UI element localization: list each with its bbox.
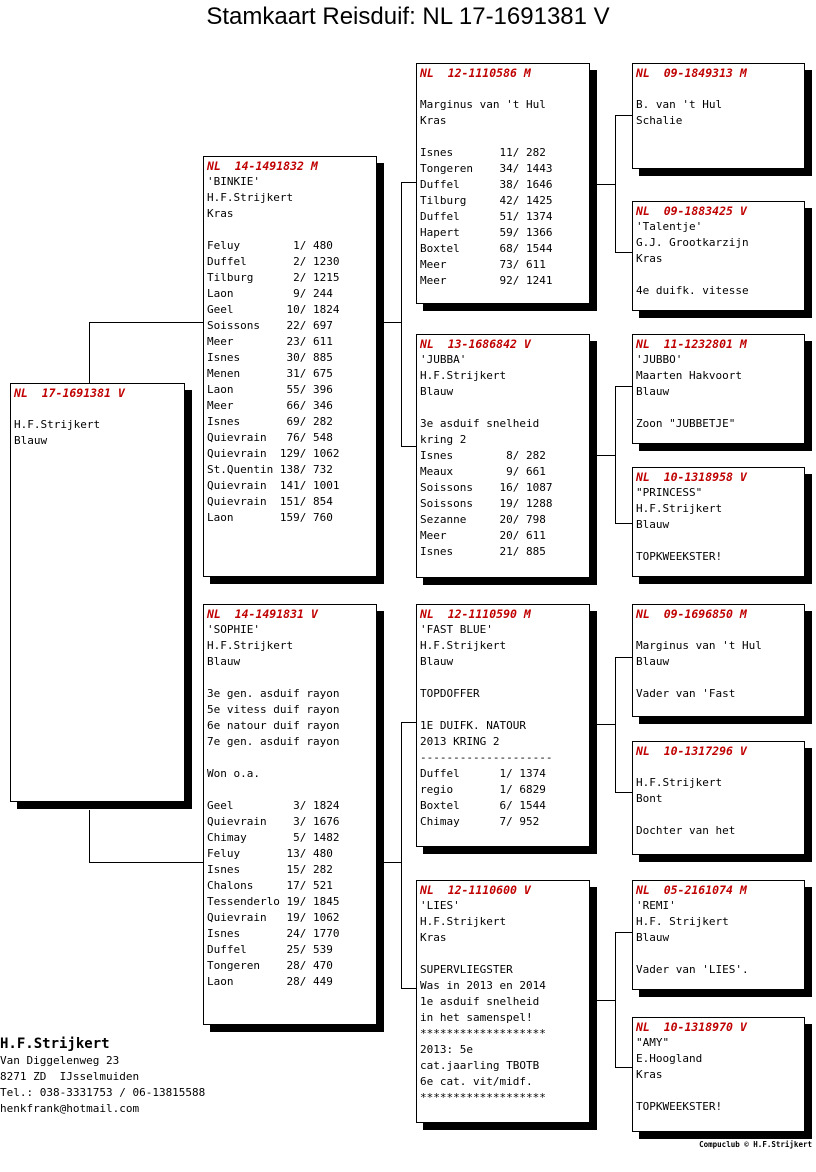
pedigree-line: Blauw <box>420 385 454 398</box>
pedigree-line: Isnes 24/ 1770 <box>207 927 340 940</box>
pedigree-line: Blauw <box>420 655 454 668</box>
email-line: henkfrank@hotmail.com <box>0 1102 140 1115</box>
pedigree-line <box>420 129 585 145</box>
pedigree-line: Quievrain 76/ 548 <box>207 431 333 444</box>
pedigree-line: Meer 92/ 1241 <box>420 274 553 287</box>
pedigree-line: Geel 10/ 1824 <box>207 303 340 316</box>
pedigree-line: Duffel 2/ 1230 <box>207 255 340 268</box>
connector <box>89 322 204 323</box>
pedigree-line: Sezanne 20/ 798 <box>420 513 546 526</box>
pedigree-line: B. van 't Hul <box>636 98 723 111</box>
pedigree-line: Marginus van 't Hul <box>420 98 546 111</box>
pedigree-line: 4e duifk. vitesse <box>636 284 749 297</box>
pedigree-line <box>14 401 180 417</box>
connector <box>597 455 616 456</box>
pigeon-card-fmf <box>632 334 805 444</box>
pedigree-line: G.J. Grootkarzijn <box>636 236 749 249</box>
pedigree-line: Duffel 51/ 1374 <box>420 210 553 223</box>
pedigree-line <box>420 702 585 718</box>
pedigree-line <box>420 946 585 962</box>
ring-number: NL 13-1686842 V <box>420 337 531 351</box>
pedigree-line: 'BINKIE' <box>207 175 260 188</box>
pedigree-line: 'JUBBA' <box>420 353 467 366</box>
pedigree-line <box>636 946 800 962</box>
breeder-address <box>0 1035 205 1117</box>
copyright: Compuclub © H.F.Strijkert <box>699 1140 812 1149</box>
pedigree-line: "AMY" <box>636 1036 670 1049</box>
page-title: Stamkaart Reisduif: NL 17-1691381 V <box>206 3 610 30</box>
pedigree-line: Tilburg 2/ 1215 <box>207 271 340 284</box>
pedigree-line: Meer 66/ 346 <box>207 399 333 412</box>
connector <box>89 322 90 384</box>
pedigree-line: Tilburg 42/ 1425 <box>420 194 553 207</box>
pedigree-line: 3e gen. asduif rayon <box>207 687 340 700</box>
pedigree-line: Schalie <box>636 114 683 127</box>
pedigree-line: Meaux 9/ 661 <box>420 465 546 478</box>
pedigree-line: cat.jaarling TBOTB <box>420 1059 540 1072</box>
pedigree-line: H.F.Strijkert <box>636 776 723 789</box>
pedigree-line: H.F.Strijkert <box>14 418 101 431</box>
pigeon-card-fff <box>632 63 805 169</box>
ring-number: NL 10-1318970 V <box>636 1020 747 1034</box>
ring-number: NL 10-1317296 V <box>636 744 747 758</box>
pedigree-line: Duffel 25/ 539 <box>207 943 333 956</box>
pedigree-line: Kras <box>636 1068 663 1081</box>
pedigree-line: ******************* <box>420 1027 546 1040</box>
pedigree-line: Laon 9/ 244 <box>207 287 333 300</box>
pedigree-line: regio 1/ 6829 <box>420 783 546 796</box>
connector <box>615 792 633 793</box>
connector <box>89 810 90 863</box>
pedigree-line: Zoon "JUBBETJE" <box>636 417 736 430</box>
pedigree-line: Chalons 17/ 521 <box>207 879 333 892</box>
pedigree-line: H.F.Strijkert <box>207 191 294 204</box>
ring-number: NL 09-1883425 V <box>636 204 747 218</box>
address-line: 8271 ZD IJsselmuiden <box>0 1070 140 1083</box>
pedigree-line: Isnes 11/ 282 <box>420 146 546 159</box>
pedigree-line: Blauw <box>14 434 48 447</box>
pedigree-line <box>636 759 800 775</box>
connector <box>597 724 616 725</box>
connector <box>384 322 402 323</box>
pedigree-line: Soissons 22/ 697 <box>207 319 333 332</box>
pedigree-line: H.F.Strijkert <box>636 502 723 515</box>
connector <box>401 322 402 447</box>
pedigree-line <box>636 81 800 97</box>
pedigree-line: 'JUBBO' <box>636 353 683 366</box>
pedigree-line <box>636 267 800 283</box>
pedigree-line: H.F.Strijkert <box>420 915 507 928</box>
pedigree-line: Meer 20/ 611 <box>420 529 546 542</box>
pedigree-line <box>636 533 800 549</box>
connector <box>401 446 417 447</box>
pedigree-line: Laon 28/ 449 <box>207 975 333 988</box>
pedigree-line: TOPKWEEKSTER! <box>636 550 723 563</box>
pedigree-line: Blauw <box>636 655 670 668</box>
pedigree-line: 'SOPHIE' <box>207 623 260 636</box>
pedigree-line: Duffel 1/ 1374 <box>420 767 546 780</box>
pedigree-line: Vader van 'LIES'. <box>636 963 749 976</box>
pedigree-line <box>207 782 372 798</box>
pedigree-line: Marginus van 't Hul <box>636 639 762 652</box>
pigeon-card-mother-father <box>416 604 590 847</box>
pedigree-line: Vader van 'Fast <box>636 687 736 700</box>
pedigree-line: in het samenspel! <box>420 1011 533 1024</box>
ring-number: NL 09-1849313 M <box>636 66 747 80</box>
pedigree-line: Menen 31/ 675 <box>207 367 333 380</box>
connector <box>89 862 204 863</box>
pedigree-line: Boxtel 6/ 1544 <box>420 799 546 812</box>
pedigree-line: Blauw <box>636 518 670 531</box>
pedigree-line: kring 2 <box>420 433 467 446</box>
pedigree-line: Laon 159/ 760 <box>207 511 333 524</box>
pigeon-card-father <box>203 156 377 577</box>
pedigree-line: Quievrain 151/ 854 <box>207 495 333 508</box>
pedigree-line: SUPERVLIEGSTER <box>420 963 513 976</box>
pedigree-line: Duffel 38/ 1646 <box>420 178 553 191</box>
pedigree-line: Hapert 59/ 1366 <box>420 226 553 239</box>
pedigree-line <box>207 222 372 238</box>
pedigree-line <box>636 807 800 823</box>
ring-number: NL 10-1318958 V <box>636 470 747 484</box>
pigeon-card-fmm <box>632 467 805 577</box>
pigeon-card-mother-mother <box>416 880 590 1123</box>
pedigree-line: Chimay 5/ 1482 <box>207 831 340 844</box>
pedigree-line: Quievrain 3/ 1676 <box>207 815 340 828</box>
pedigree-line: Maarten Hakvoort <box>636 369 742 382</box>
pedigree-line: Feluy 13/ 480 <box>207 847 333 860</box>
ring-number: NL 09-1696850 M <box>636 607 747 621</box>
connector <box>615 252 633 253</box>
connector <box>615 115 633 116</box>
connector <box>597 1000 616 1001</box>
pedigree-line: Boxtel 68/ 1544 <box>420 242 553 255</box>
pedigree-line: ******************* <box>420 1091 546 1104</box>
ring-number: NL 17-1691381 V <box>14 386 125 400</box>
ring-number: NL 14-1491831 V <box>207 607 318 621</box>
pigeon-card-subject <box>10 383 185 802</box>
connector <box>401 722 417 723</box>
breeder-name: H.F.Strijkert <box>0 1036 110 1052</box>
pedigree-line: Kras <box>420 931 447 944</box>
connector <box>401 182 417 183</box>
pedigree-line: Soissons 16/ 1087 <box>420 481 553 494</box>
pedigree-line: 2013 KRING 2 <box>420 735 500 748</box>
pedigree-line: Tongeren 34/ 1443 <box>420 162 553 175</box>
connector <box>615 657 633 658</box>
pedigree-line: H.F.Strijkert <box>207 639 294 652</box>
phone-line: Tel.: 038-3331753 / 06-13815588 <box>0 1086 206 1099</box>
pedigree-line <box>636 622 800 638</box>
pedigree-line: Soissons 19/ 1288 <box>420 497 553 510</box>
pedigree-line: Was in 2013 en 2014 <box>420 979 546 992</box>
pedigree-line: Isnes 30/ 885 <box>207 351 333 364</box>
pedigree-line: 3e asduif snelheid <box>420 417 540 430</box>
pigeon-card-father-mother <box>416 334 590 578</box>
connector <box>401 722 402 862</box>
pedigree-line: TOPDOFFER <box>420 687 480 700</box>
pedigree-line: 6e cat. vit/midf. <box>420 1075 533 1088</box>
pedigree-line: Quievrain 129/ 1062 <box>207 447 340 460</box>
pigeon-card-mfm <box>632 741 805 855</box>
pedigree-line: H.F.Strijkert <box>420 639 507 652</box>
pedigree-line: 1e asduif snelheid <box>420 995 540 1008</box>
pigeon-card-mmm <box>632 1017 805 1132</box>
pedigree-line <box>636 400 800 416</box>
connector <box>401 182 402 322</box>
pedigree-line: Quievrain 19/ 1062 <box>207 911 340 924</box>
pedigree-line <box>636 670 800 686</box>
pedigree-line: Feluy 1/ 480 <box>207 239 333 252</box>
pedigree-line: Blauw <box>636 385 670 398</box>
ring-number: NL 05-2161074 M <box>636 883 747 897</box>
pedigree-line: "PRINCESS" <box>636 486 703 499</box>
pedigree-line: E.Hoogland <box>636 1052 703 1065</box>
pedigree-line <box>207 750 372 766</box>
ring-number: NL 12-1110600 V <box>420 883 531 897</box>
pedigree-line: Isnes 69/ 282 <box>207 415 333 428</box>
connector <box>401 988 417 989</box>
connector <box>401 862 402 989</box>
pedigree-line <box>420 670 585 686</box>
pedigree-line: Kras <box>420 114 447 127</box>
pedigree-line: Kras <box>207 207 234 220</box>
pedigree-line: Laon 55/ 396 <box>207 383 333 396</box>
pedigree-line: Blauw <box>207 655 241 668</box>
pedigree-line: Bont <box>636 792 663 805</box>
pedigree-line: Blauw <box>636 931 670 944</box>
pedigree-line: Isnes 8/ 282 <box>420 449 546 462</box>
pigeon-card-mff <box>632 604 805 717</box>
ring-number: NL 12-1110586 M <box>420 66 531 80</box>
pigeon-card-mmf <box>632 880 805 990</box>
pedigree-line <box>420 81 585 97</box>
pedigree-line: 6e natour duif rayon <box>207 719 340 732</box>
pigeon-card-ffm <box>632 201 805 311</box>
pedigree-line: Meer 23/ 611 <box>207 335 333 348</box>
pedigree-line: Meer 73/ 611 <box>420 258 546 271</box>
connector <box>615 523 633 524</box>
pedigree-line: Chimay 7/ 952 <box>420 815 540 828</box>
pedigree-line: TOPKWEEKSTER! <box>636 1100 723 1113</box>
pedigree-line: Dochter van het <box>636 824 736 837</box>
pedigree-line: 1E DUIFK. NATOUR <box>420 719 526 732</box>
pedigree-line: 7e gen. asduif rayon <box>207 735 340 748</box>
pedigree-line: 5e vitess duif rayon <box>207 703 340 716</box>
pigeon-card-mother <box>203 604 377 1025</box>
connector <box>384 862 402 863</box>
pedigree-line: Isnes 21/ 885 <box>420 545 546 558</box>
pedigree-line <box>636 1083 800 1099</box>
pedigree-line: 'REMI' <box>636 899 676 912</box>
pedigree-line: H.F.Strijkert <box>420 369 507 382</box>
connector <box>615 386 633 387</box>
ring-number: NL 14-1491832 M <box>207 159 318 173</box>
pedigree-line: H.F. Strijkert <box>636 915 729 928</box>
ring-number: NL 12-1110590 M <box>420 607 531 621</box>
pedigree-line: 'FAST BLUE' <box>420 623 493 636</box>
pigeon-card-father-father <box>416 63 590 304</box>
pedigree-line: Geel 3/ 1824 <box>207 799 340 812</box>
pedigree-line: Won o.a. <box>207 767 260 780</box>
connector <box>597 184 616 185</box>
ring-number: NL 11-1232801 M <box>636 337 747 351</box>
pedigree-line: St.Quentin 138/ 732 <box>207 463 333 476</box>
connector <box>615 1067 633 1068</box>
pedigree-line: Isnes 15/ 282 <box>207 863 333 876</box>
pedigree-line: 'LIES' <box>420 899 460 912</box>
pedigree-line: 'Talentje' <box>636 220 703 233</box>
connector <box>615 932 633 933</box>
pedigree-line: -------------------- <box>420 751 553 764</box>
pedigree-line: Tessenderlo 19/ 1845 <box>207 895 340 908</box>
pedigree-line: 2013: 5e <box>420 1043 473 1056</box>
pedigree-line: Kras <box>636 252 663 265</box>
address-line: Van Diggelenweg 23 <box>0 1054 120 1067</box>
pedigree-line <box>207 670 372 686</box>
pedigree-line: Quievrain 141/ 1001 <box>207 479 340 492</box>
pedigree-line <box>420 400 585 416</box>
pedigree-line: Tongeren 28/ 470 <box>207 959 333 972</box>
